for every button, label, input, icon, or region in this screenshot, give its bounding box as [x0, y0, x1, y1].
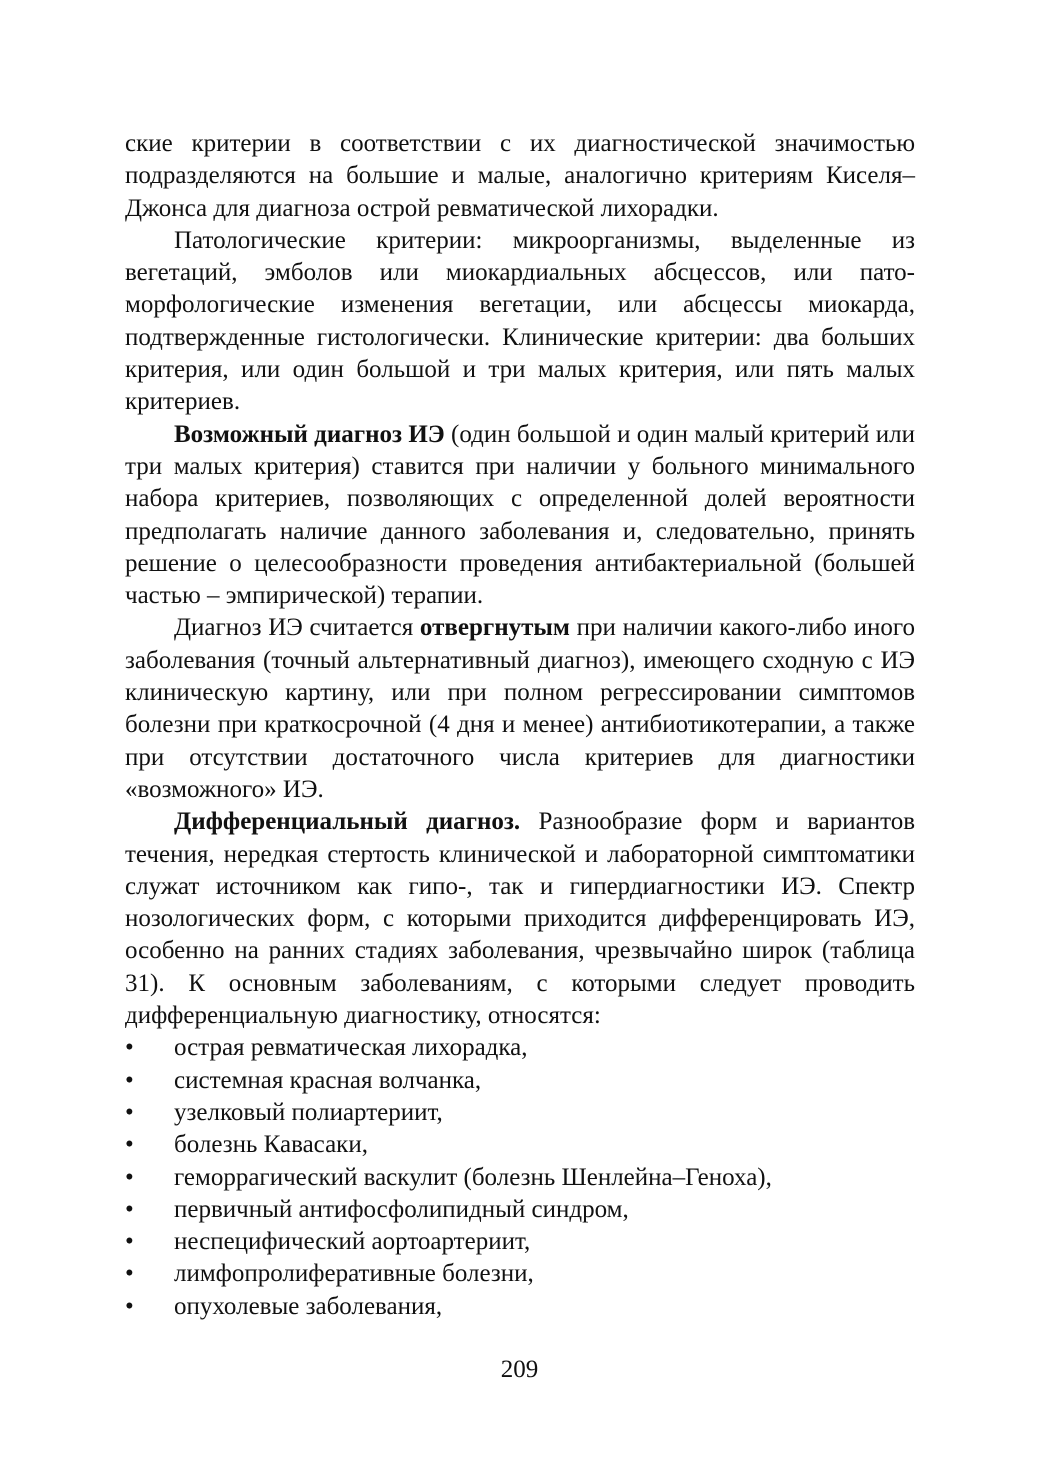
- list-item: [125, 1129, 915, 1161]
- paragraph-rejected-diagnosis-text: при наличии какого-либо иного заболевания (точный альтернативный диагноз), имеющего сходную с ИЭ клиническую картину, или при полном регрессировании симптомов болезни при краткосрочной (4 дня и менее) антибиотикотерапии, а также при отсутствии достаточного числа критериев для диагностики «возможного» ИЭ.: [125, 614, 915, 803]
- page-body: [125, 128, 915, 1323]
- list-item-text: неспецифический аортоартериит,: [174, 1228, 531, 1256]
- bullet-icon: •: [125, 1034, 134, 1062]
- page-number: 209: [500, 1356, 539, 1383]
- paragraph-possible-diagnosis: [125, 419, 915, 613]
- bullet-icon: •: [125, 1163, 134, 1191]
- list-item-text: острая ревматическая лихорадка,: [174, 1034, 528, 1062]
- list-item: [125, 1097, 915, 1129]
- list-item: [125, 1258, 915, 1290]
- list-item: [125, 1032, 915, 1064]
- list-item: [125, 1226, 915, 1258]
- list-item-text: болезнь Кавасаки,: [174, 1131, 368, 1159]
- term-differential-diagnosis: Дифференциальный диагноз.: [174, 808, 521, 836]
- bullet-icon: •: [125, 1195, 134, 1223]
- paragraph-rejected-diagnosis: [125, 612, 915, 806]
- list-item: [125, 1162, 915, 1194]
- list-item: [125, 1291, 915, 1323]
- paragraph-rejected-diagnosis-start: Диагноз ИЭ считается: [174, 614, 420, 642]
- bullet-icon: •: [125, 1098, 134, 1126]
- paragraph-pathological-criteria: Патологические критерии: микроорганизмы, выделенные из вегетаций, эмболов или миокардиальных абсцессов, или патоморфологические изменения вегетации, или абсцессы миокарда, подтвержденные гистологически. Клинические критерии: два больших критерия, или один большой и три малых критерия, или пять малых критериев.: [125, 226, 915, 416]
- bullet-icon: •: [125, 1260, 134, 1288]
- bullet-icon: •: [125, 1131, 134, 1159]
- bullet-icon: •: [125, 1292, 134, 1320]
- term-rejected: отвергнутым: [419, 614, 570, 642]
- bullet-icon: •: [125, 1066, 134, 1094]
- list-item-text: первичный антифосфолипидный синдром,: [174, 1195, 629, 1223]
- paragraph-differential-diagnosis: [125, 806, 915, 1032]
- list-item-text: геморрагический васкулит (болезнь Шенлейна–Геноха),: [174, 1163, 772, 1191]
- list-item-text: лимфопролиферативные болезни,: [174, 1260, 534, 1288]
- paragraph-possible-diagnosis-text: (один большой и один малый критерий или три малых критерия) ставится при наличии у больного минимального набора критериев, позволяющих с определенной долей вероятности предполагать наличие данного заболевания и, следовательно, принять решение о целесообразности проведения антибактериальной (большей частью – эмпирической) терапии.: [125, 420, 915, 610]
- list-item: [125, 1194, 915, 1226]
- list-item-text: опухолевые заболевания,: [174, 1292, 443, 1320]
- list-item-text: узелковый полиартериит,: [174, 1098, 443, 1126]
- bullet-icon: •: [125, 1228, 134, 1256]
- paragraph-criteria-continuation: ские критерии в соответствии с их диагностической значимостью подразделяются на большие и малые, аналогично критериям Киселя–Джонса для диагноза острой ревматической лихорадки.: [125, 130, 915, 222]
- list-item-text: системная красная волчанка,: [174, 1066, 482, 1094]
- paragraph-differential-diagnosis-text: Разнообразие форм и вариантов течения, нередкая стертость клинической и лабораторной симптоматики служат источником как гипо-, так и гипердиагностики ИЭ. Спектр нозологических форм, с которыми приходится дифференцировать ИЭ, особенно на ранних стадиях заболевания, чрезвычайно широк (таблица 31). К основным заболеваниям, с которыми следует проводить дифференциальную диагностику, относятся:: [125, 808, 915, 1030]
- term-possible-diagnosis: Возможный диагноз ИЭ: [174, 420, 445, 448]
- list-item: [125, 1065, 915, 1097]
- differential-diseases-list: [125, 1032, 915, 1323]
